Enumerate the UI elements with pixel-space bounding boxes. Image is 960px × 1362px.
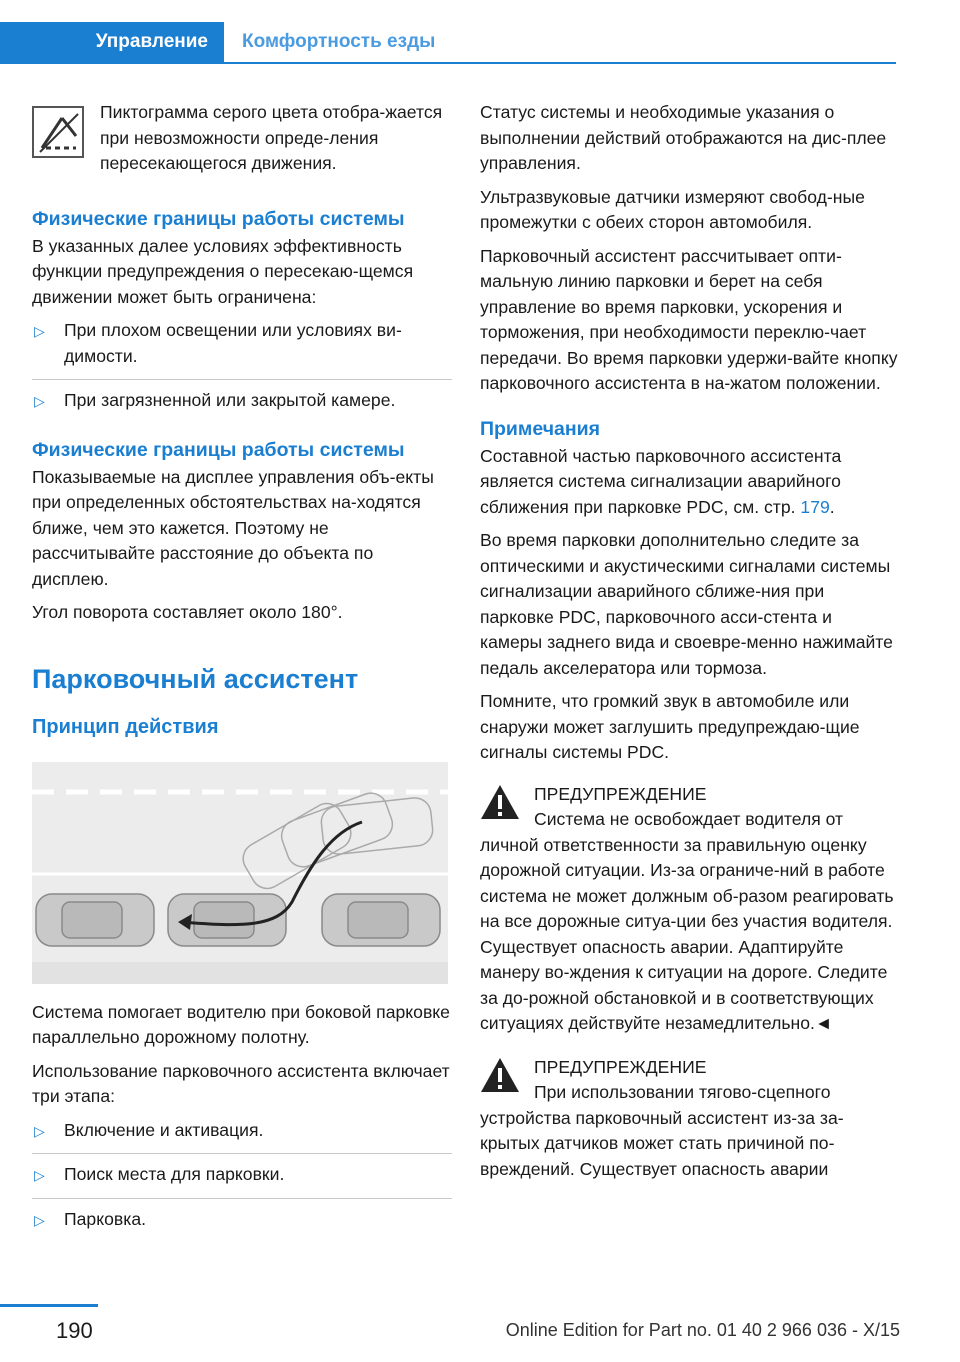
triangle-bullet-icon: ▷ xyxy=(34,1122,45,1139)
page-number: 190 xyxy=(56,1318,93,1343)
footer-line xyxy=(0,1304,98,1307)
paragraph-limits-1: В указанных далее условиях эффективность функции предупреждения о пересекаю-щемся движении может быть ограничена: xyxy=(32,235,414,307)
bullet-list-2 xyxy=(32,1118,452,1243)
list-item: ▷ При загрязненной или закрытой камере. xyxy=(32,388,452,424)
warning-block-1 xyxy=(480,782,898,808)
warning-triangle-icon xyxy=(480,784,520,820)
triangle-bullet-icon: ▷ xyxy=(34,1167,45,1183)
right-column xyxy=(480,100,898,1190)
pictogram-text: Пиктограмма серого цвета отобра-жается при невозможности опреде-ления пересекающегося движения. xyxy=(100,102,443,173)
paragraph-principle-2: Использование парковочного ассистента включает три этапа: xyxy=(32,1060,450,1106)
parked-car-3 xyxy=(322,894,440,946)
warning-text-1: Система не освобождает водителя от личной ответственности за правильную оценку дорожной ситуации. Из-за ограниче-ний в работе система не может должным об-разом реагировать на все дорожные ситуа-ции без участия водителя. Существует опасность аварии. Адаптируйте манеру во-ждения к ситуации на дороге. Следите за до-рожной обстановкой и в соответствующих ситуациях действуйте незамедлительно.◄ xyxy=(480,809,894,1033)
list-item: ▷ Включение и активация. xyxy=(32,1118,452,1155)
warning-title-1: ПРЕДУПРЕЖДЕНИЕ xyxy=(534,783,707,804)
paragraph-r3: Парковочный ассистент рассчитывает опти-мальную линию парковки и берет на себя управление во время парковки, ускорения и торможения, при необходимости переклю-чает передачи. Во время парковки удержи-вайте кнопку парковочного ассистента в на-жатом положении. xyxy=(480,245,898,393)
triangle-bullet-icon: ▷ xyxy=(34,1211,45,1228)
warning-triangle-icon xyxy=(480,1057,520,1093)
heading-notes: Примечания xyxy=(480,417,601,440)
list-item: ▷ Поиск места для парковки. xyxy=(32,1162,452,1199)
list-item: ▷ При плохом освещении или условиях ви-димости. xyxy=(32,318,452,380)
edition-text: Online Edition for Part no. 01 40 2 966 036 - X/15 xyxy=(505,1320,900,1340)
heading-parking-assistant: Парковочный ассистент xyxy=(32,663,359,694)
page-link-179[interactable]: 179 xyxy=(800,496,830,517)
header-line xyxy=(0,62,896,64)
paragraph-r6: Помните, что громкий звук в автомобиле или снаружи может заглушить предупреждаю-щие сигналы системы PDC. xyxy=(480,691,860,762)
list-item: ▷ Парковка. xyxy=(32,1207,452,1243)
header-tab: Комфортность езды xyxy=(242,31,436,52)
heading-limits-2: Физические границы работы системы xyxy=(32,438,405,461)
warning-text-2: При использовании тягово-сцепного устройства парковочный ассистент из-за за-крытых датчиков может стать причиной по-вреждений. Существует опасность аварии xyxy=(480,1082,844,1179)
warning-title-2: ПРЕДУПРЕЖДЕНИЕ xyxy=(534,1056,707,1077)
paragraph-r2: Ультразвуковые датчики измеряют свобод-ные промежутки с обеих сторон автомобиля. xyxy=(480,186,865,232)
parking-illustration xyxy=(32,762,448,984)
paragraph-limits-2a: Показываемые на дисплее управления объ-екты при определенных обстоятельствах на-ходятся ближе, чем это кажется. Поэтому не рассчитывайте расстояние до объекта по дисплею. xyxy=(32,466,434,589)
paragraph-r1: Статус системы и необходимые указания о выполнении действий отображаются на дис-плее управления. xyxy=(480,102,887,173)
paragraph-r5: Во время парковки дополнительно следите за оптическими и акустическими сигналами системы сигнализации аварийного сближе-ния при парковке PDC, парковочного асси-стента и камеры заднего вида и своевре-менно нажимайте педаль акселератора или тормоза. xyxy=(480,530,893,678)
triangle-bullet-icon: ▷ xyxy=(34,323,45,339)
paragraph-limits-2b: Угол поворота составляет около 180°. xyxy=(32,602,343,622)
pictogram-row xyxy=(32,100,452,177)
cross-traffic-gray-icon xyxy=(32,106,84,158)
triangle-bullet-icon: ▷ xyxy=(34,393,45,409)
parked-car-1 xyxy=(36,894,154,946)
heading-principle: Принцип действия xyxy=(32,715,219,738)
header-tab-active: Управление xyxy=(0,22,224,62)
heading-limits-1: Физические границы работы системы xyxy=(32,207,405,230)
bullet-list-1 xyxy=(32,318,452,424)
warning-block-2 xyxy=(480,1055,898,1081)
left-column xyxy=(32,100,452,1250)
paragraph-r4: Составной частью парковочного ассистента является система сигнализации аварийного сближения при парковке PDC, см. стр. 179. xyxy=(480,445,842,517)
paragraph-principle-1: Система помогает водителю при боковой парковке параллельно дорожному полотну. xyxy=(32,1001,450,1047)
